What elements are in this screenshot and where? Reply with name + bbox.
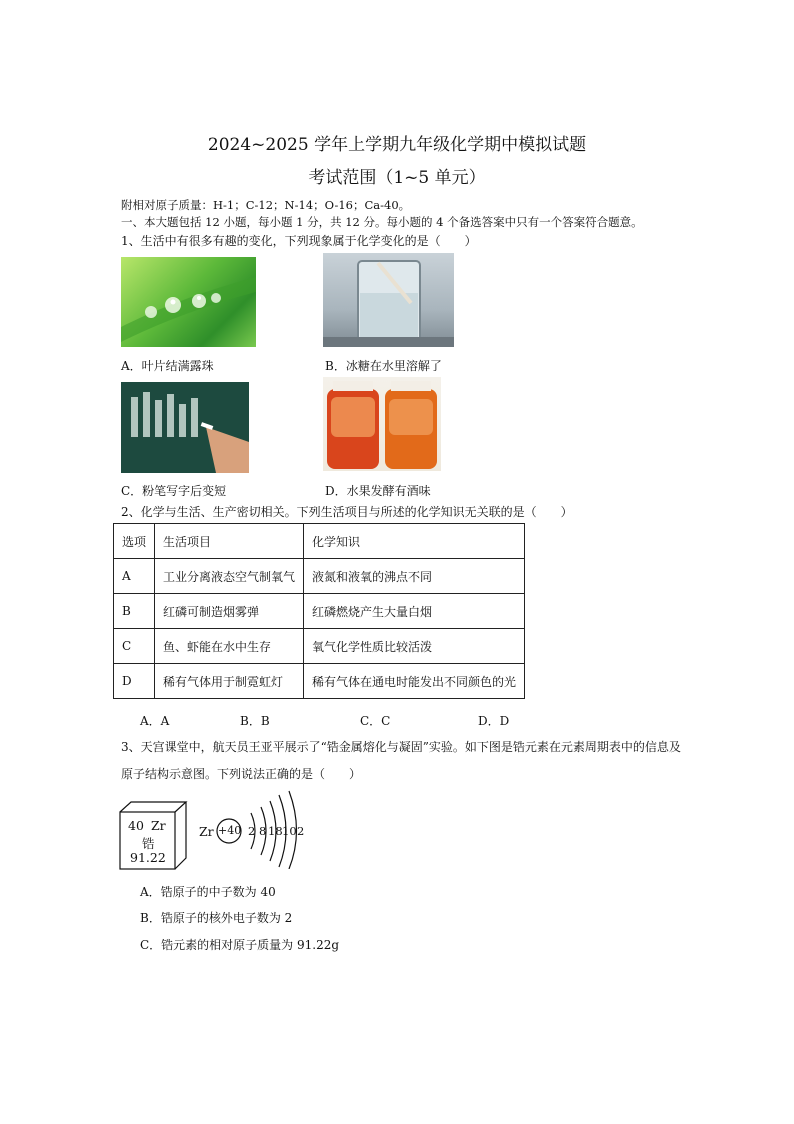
table-row <box>114 559 525 594</box>
element-symbol: Zr <box>151 818 166 833</box>
section-intro: 一、本大题包括 12 小题，每小题 1 分，共 12 分。每小题的 4 个备选答案中只有一个答案符合题意。 <box>121 215 643 229</box>
q3-stem-line2: 原子结构示意图。下列说法正确的是（ ） <box>121 767 362 781</box>
q3-option-b: B．锆原子的核外电子数为 2 <box>140 911 293 925</box>
shell-5: 2 <box>297 824 305 838</box>
q1-stem: 1、生活中有很多有趣的变化，下列现象属于化学变化的是（ ） <box>121 234 477 248</box>
q1-option-c: C．粉笔写字后变短 <box>121 484 227 498</box>
atomic-masses: 附相对原子质量：H-1；C-12；N-14；O-16；Ca-40。 <box>121 198 411 212</box>
shell-2: 8 <box>259 824 267 838</box>
shell-3: 18 <box>268 824 283 838</box>
table-cell: 工业分离液态空气制氧气 <box>155 559 304 594</box>
nucleus-charge: +40 <box>218 824 242 837</box>
table-cell: B <box>114 594 155 629</box>
table-header-cell: 选项 <box>114 524 155 559</box>
fermenting-fruit-photo <box>323 377 441 471</box>
table-cell: A <box>114 559 155 594</box>
table-cell: 液氮和液氧的沸点不同 <box>304 559 525 594</box>
table-cell: 红磷可制造烟雾弹 <box>155 594 304 629</box>
table-cell: 氧气化学性质比较活泼 <box>304 629 525 664</box>
table-cell: 鱼、虾能在水中生存 <box>155 629 304 664</box>
table-header-cell: 化学知识 <box>304 524 525 559</box>
q1-option-a: A．叶片结满露珠 <box>121 359 214 373</box>
table-header-cell: 生活项目 <box>155 524 304 559</box>
table-cell: D <box>114 664 155 699</box>
shell-1: 2 <box>248 824 256 838</box>
q3-stem-line1: 3、天宫课堂中，航天员王亚平展示了“锆金属熔化与凝固”实验。如下图是锆元素在元素周期表中的信息及 <box>121 740 681 754</box>
table-header-row <box>114 524 525 559</box>
diagram-symbol: Zr <box>199 824 214 839</box>
chalkboard-photo <box>121 382 249 473</box>
table-cell: 稀有气体在通电时能发出不同颜色的光 <box>304 664 525 699</box>
element-number: 40 <box>128 818 144 833</box>
q2-option-b: B．B <box>240 714 270 728</box>
q2-table <box>113 523 525 699</box>
shell-4: 10 <box>282 824 297 838</box>
table-row <box>114 594 525 629</box>
q3-option-a: A．锆原子的中子数为 40 <box>140 885 276 899</box>
table-row <box>114 664 525 699</box>
table-cell: 稀有气体用于制霓虹灯 <box>155 664 304 699</box>
q1-option-d: D．水果发酵有酒味 <box>325 484 431 498</box>
q2-stem: 2、化学与生活、生产密切相关。下列生活项目与所述的化学知识无关联的是（ ） <box>121 505 573 519</box>
element-name: 锆 <box>142 836 155 851</box>
sugar-glass-photo <box>323 253 454 347</box>
q2-option-c: C．C <box>360 714 391 728</box>
q2-option-d: D．D <box>478 714 510 728</box>
page-title: 2024~2025 学年上学期九年级化学期中模拟试题 <box>207 135 587 155</box>
table-cell: 红磷燃烧产生大量白烟 <box>304 594 525 629</box>
table-row <box>114 629 525 664</box>
q1-option-b: B．冰糖在水里溶解了 <box>325 359 442 373</box>
element-mass: 91.22 <box>130 850 166 865</box>
q3-option-c: C．锆元素的相对原子质量为 91.22g <box>140 938 340 952</box>
q2-option-a: A．A <box>140 714 170 728</box>
leaf-dew-photo <box>121 257 256 347</box>
table-cell: C <box>114 629 155 664</box>
page-subtitle: 考试范围（1~5 单元） <box>308 168 486 188</box>
